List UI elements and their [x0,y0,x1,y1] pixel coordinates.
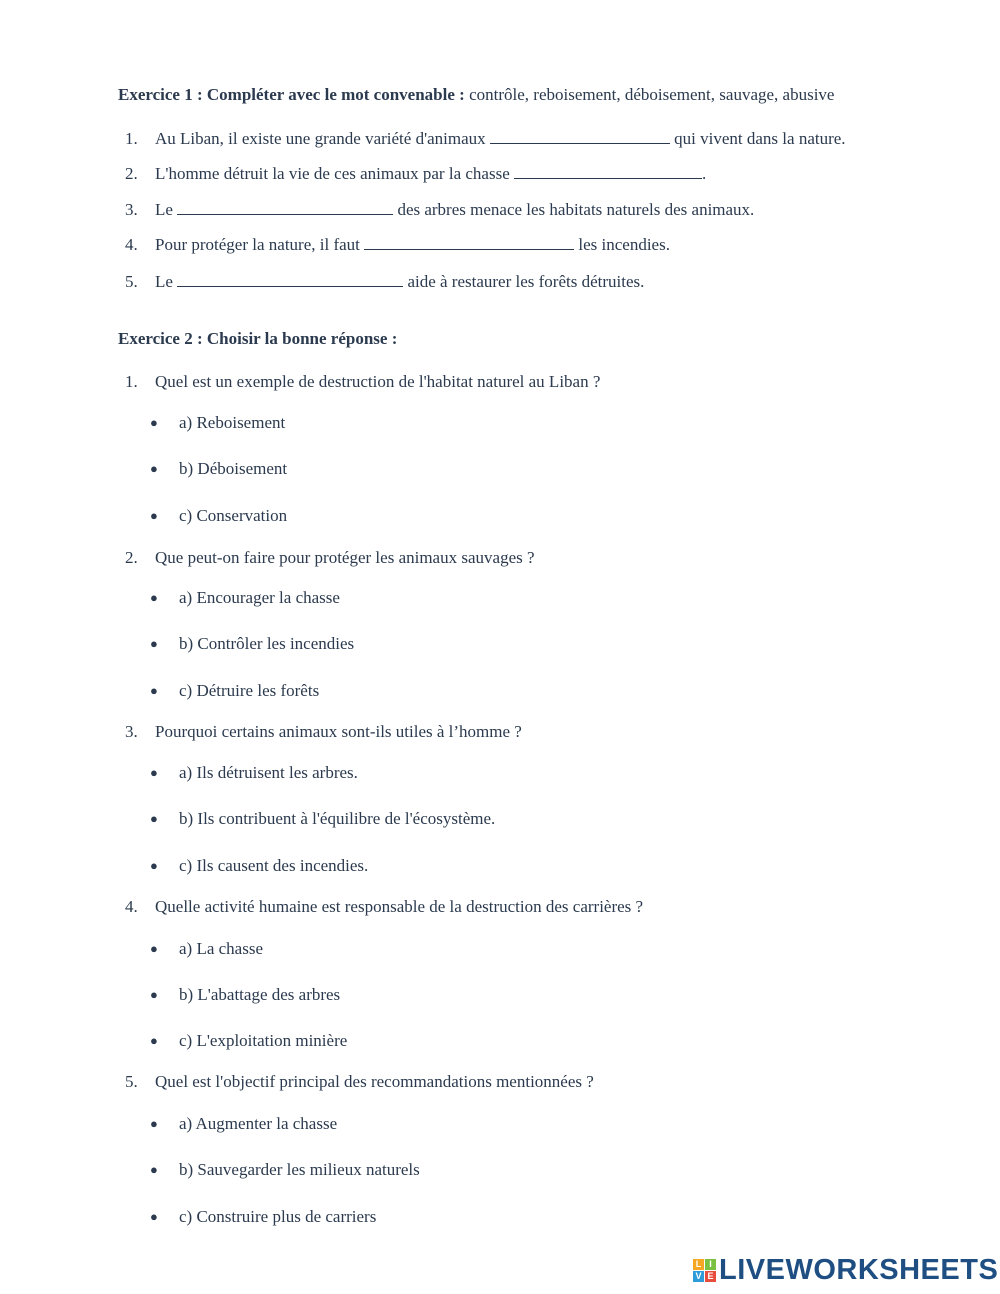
question-text: Pourquoi certains animaux sont-ils utiles à l’homme ? [155,722,522,741]
question-number: 3. [125,722,138,741]
bullet-icon: ● [150,508,158,523]
bullet-icon: ● [150,1033,158,1048]
blank-input-2[interactable] [514,164,702,179]
bullet-icon: ● [150,765,158,780]
question-number: 4. [125,897,138,916]
question-number: 1. [125,372,138,391]
option-label: c) Conservation [179,506,288,525]
item-number: 2. [125,164,138,183]
item-number: 1. [125,129,138,148]
bullet-icon: ● [150,415,158,430]
question-number: 5. [125,1072,138,1091]
bullet-icon: ● [150,461,158,476]
question-text: Quel est l'objectif principal des recommandations mentionnées ? [155,1072,594,1091]
bullet-icon: ● [150,590,158,605]
bullet-icon: ● [150,636,158,651]
option-label: b) Déboisement [179,459,288,478]
option-label: b) L'abattage des arbres [179,985,341,1004]
blank-input-1[interactable] [490,129,670,144]
exercise-2-title: Exercice 2 : Choisir la bonne réponse : [118,329,398,348]
bullet-icon: ● [150,987,158,1002]
liveworksheets-logo[interactable] [693,1255,998,1285]
option-label: b) Sauvegarder les milieux naturels [179,1160,420,1179]
logo-text: LIVEWORKSHEETS [719,1253,999,1286]
question-text: Quelle activité humaine est responsable de la destruction des carrières ? [155,897,644,916]
item-text-after: aide à restaurer les forêts détruites. [403,272,645,291]
option-label: a) Encourager la chasse [179,588,340,607]
option-label: b) Contrôler les incendies [179,634,355,653]
item-text-before: Le [155,200,178,219]
question-text: Quel est un exemple de destruction de l'habitat naturel au Liban ? [155,372,601,391]
option-label: c) Ils causent des incendies. [179,856,369,875]
bullet-icon: ● [150,1116,158,1131]
item-number: 5. [125,272,138,291]
bullet-icon: ● [150,811,158,826]
bullet-icon: ● [150,858,158,873]
item-text-before: Pour protéger la nature, il faut [155,235,365,254]
logo-mark-letter: L [693,1259,704,1270]
logo-mark-letter: V [693,1271,704,1282]
bullet-icon: ● [150,941,158,956]
bullet-icon: ● [150,1162,158,1177]
bullet-icon: ● [150,1209,158,1224]
question-text: Que peut-on faire pour protéger les animaux sauvages ? [155,548,535,567]
exercise-1-word-bank: contrôle, reboisement, déboisement, sauvage, abusive [464,85,835,104]
option-label: b) Ils contribuent à l'équilibre de l'écosystème. [179,809,496,828]
option-label: a) Reboisement [179,413,286,432]
option-label: a) La chasse [179,939,264,958]
option-label: c) L'exploitation minière [179,1031,348,1050]
blank-input-3[interactable] [177,200,393,215]
logo-mark-letter: I [705,1259,716,1270]
exercise-1-heading [118,84,834,106]
item-text-before: Le [155,272,178,291]
option-label: a) Ils détruisent les arbres. [179,763,358,782]
item-text-after: des arbres menace les habitats naturels des animaux. [393,200,755,219]
bullet-icon: ● [150,683,158,698]
question-number: 2. [125,548,138,567]
blank-input-5[interactable] [177,272,403,287]
logo-mark-icon [693,1259,716,1282]
item-text-after: . [701,164,707,183]
item-text-after: qui vivent dans la nature. [669,129,846,148]
logo-mark-letter: E [705,1271,716,1282]
option-label: c) Détruire les forêts [179,681,320,700]
item-text-after: les incendies. [574,235,670,254]
item-text-before: L'homme détruit la vie de ces animaux par la chasse [155,164,514,183]
option-label: c) Construire plus de carriers [179,1207,377,1226]
item-number: 4. [125,235,138,254]
blank-input-4[interactable] [364,235,574,250]
exercise-1-title: Exercice 1 : Compléter avec le mot convenable : [118,85,465,104]
item-number: 3. [125,200,138,219]
exercise-2-heading [118,328,397,350]
option-label: a) Augmenter la chasse [179,1114,338,1133]
item-text-before: Au Liban, il existe une grande variété d'animaux [155,129,490,148]
